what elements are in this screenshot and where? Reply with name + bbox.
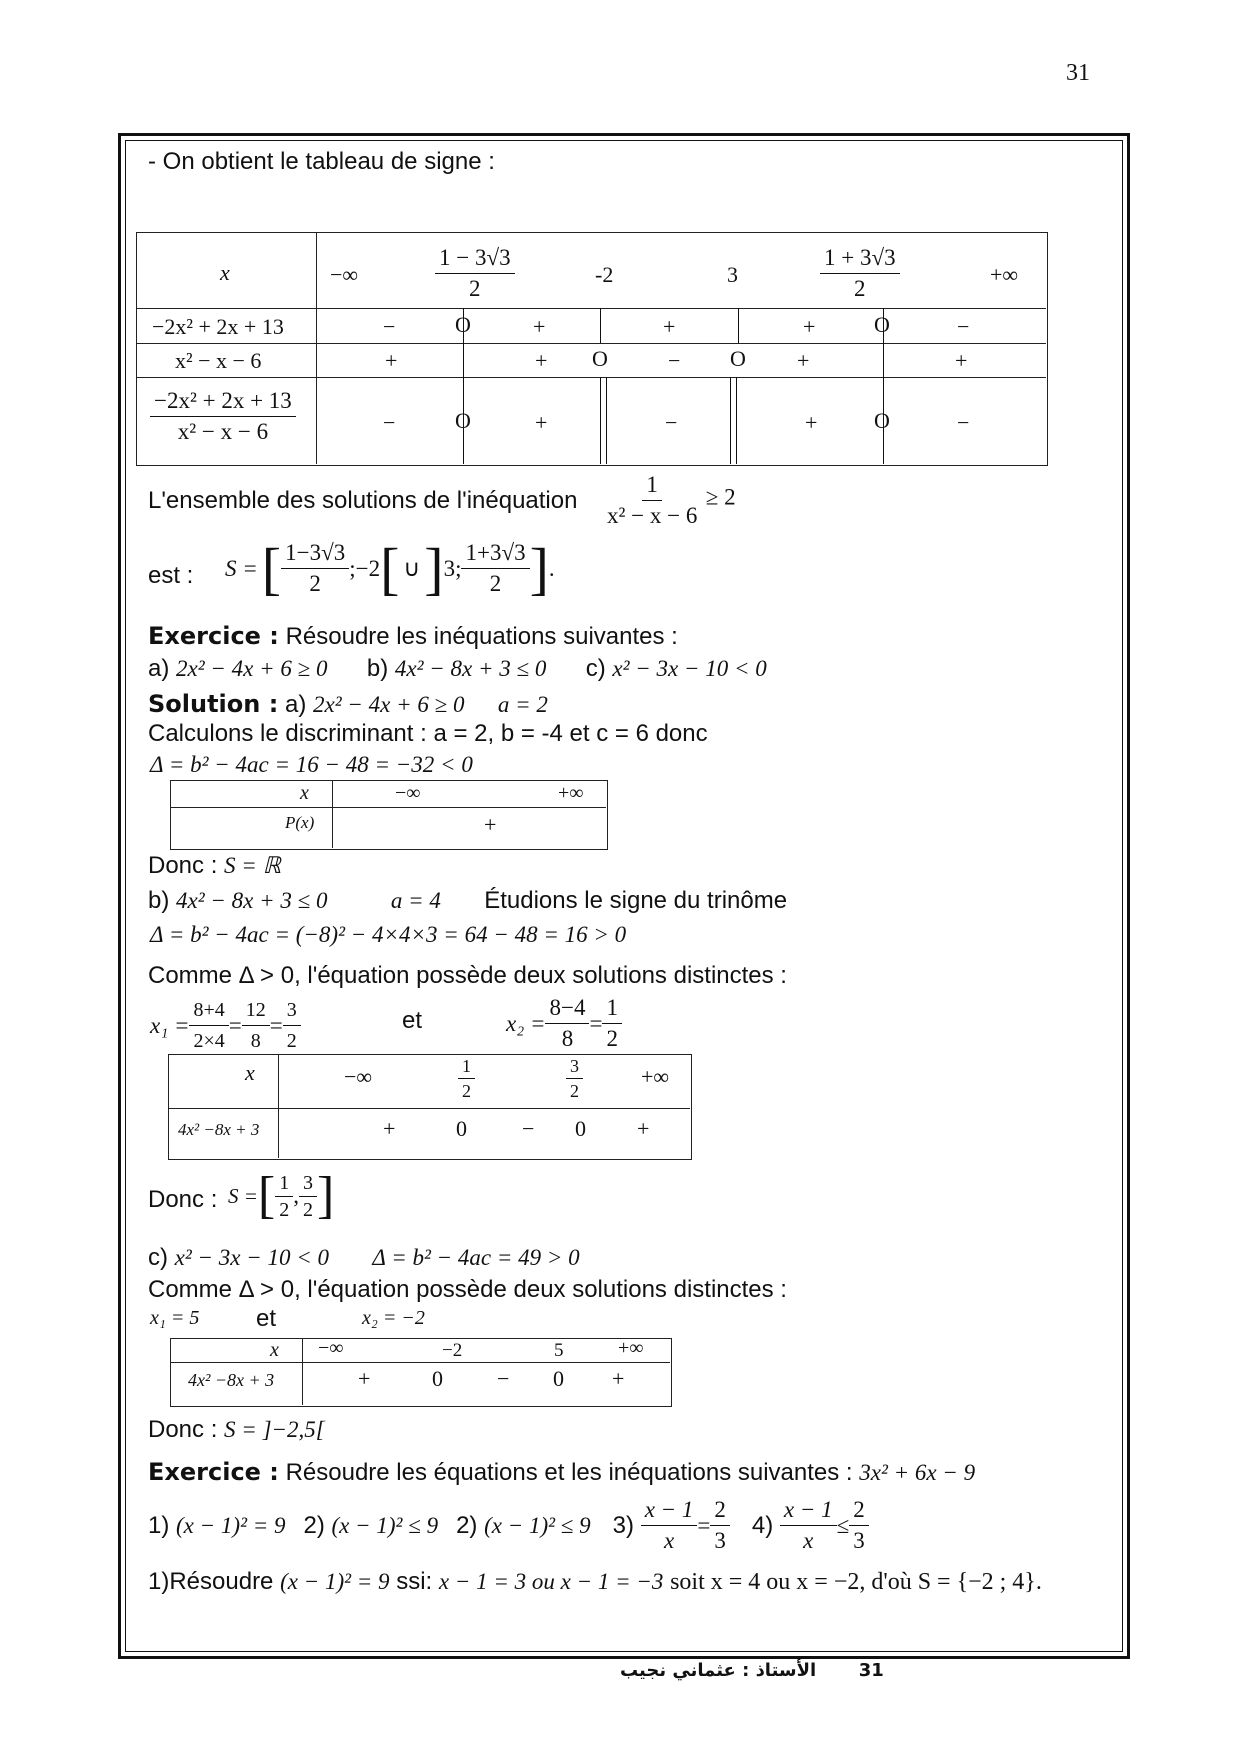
footer-author: الأستاذ : عثماني نجيب [620,1660,817,1681]
t1-r2-s3: − [668,348,681,373]
solset-est: est : [148,562,194,589]
t1-r1-s6: − [957,314,970,339]
t1-r1-s3: + [663,314,676,339]
t1-r1-s0: − [383,314,396,339]
t1-r3-s2: + [535,410,548,435]
t1-r3-s0: − [383,410,396,435]
tc-s3: 0 [553,1366,564,1391]
tb-s0: + [383,1116,396,1141]
tc-s2: − [497,1366,510,1391]
tc-r1: −2 [442,1340,463,1361]
tb-s1: 0 [456,1116,467,1141]
footer-page: 31 [858,1660,884,1681]
t1-r2-s2: O [592,346,608,371]
t1-root1: $\frac{1 - 3√3}{2}$ [435,243,515,304]
solution-a-calc: Calculons le discriminant : a = 2, b = -4 et c = 6 donc [148,720,708,747]
exercise-2-resolution: 1)Résoudre (x − 1)² = 9 ssi: x − 1 = 3 ou x − 1 = −3 soit x = 4 ou x = −2, d'où S = {−2 ; 4}. [148,1568,1042,1595]
solution-a-result: Donc : S = ℝ [148,852,281,879]
solution-b-result: S = [ $\frac{1}{2}$ , $\frac{3}{2}$ ] [228,1167,335,1224]
t1-r2-s6: + [955,348,968,373]
solset-inequation: $\frac{1}{\text{x² − x − 6}}$ ≥ 2 [607,472,736,528]
intro-text: - On obtient le tableau de signe : [148,148,495,175]
tb-root1: $\frac{1}{2}$ [458,1054,475,1103]
t1-r2-s4: O [730,346,746,371]
tb-s4: + [637,1116,650,1141]
solution-c: c) x² − 3x − 10 < 0 Δ = b² − 4ac = 49 > 0 [148,1244,580,1271]
solution-b-delta: Δ = b² − 4ac = (−8)² − 4×4×3 = 64 − 48 = 16 > 0 [150,922,627,947]
t1-r2-s1: + [535,348,548,373]
t1-r3-s5: O [874,408,890,433]
footer [620,1660,884,1681]
exercise-1-items: a) 2x² − 4x + 6 ≥ 0 b) 4x² − 8x + 3 ≤ 0 c) x² − 3x − 10 < 0 [148,655,767,682]
solution-b-x2: x₂ = $\frac{8-4}{8}$ = $\frac{1}{2}$ [506,993,622,1054]
tc-x: x [270,1339,279,1361]
tb-s3: 0 [575,1116,586,1141]
page-number: 31 [1066,60,1090,86]
tc-r2: 5 [554,1340,564,1361]
t1-r3-s1: O [455,408,471,433]
solution-b-comme: Comme Δ > 0, l'équation possède deux solutions distinctes : [148,962,787,989]
exercise-2: Exercice : Résoudre les équations et les inéquations suivantes : 3x² + 6x − 9 [148,1458,976,1486]
t1-r3-s3: − [665,410,678,435]
t1-r2-s0: + [385,348,398,373]
solution-b-donc: Donc : [148,1186,218,1213]
t1-r1-s1: O [455,312,471,337]
solution-c-result: Donc : S = ]−2,5[ [148,1416,325,1443]
t1-r1-s2: + [533,314,546,339]
solution-b-et: et [402,1007,423,1034]
t1-r2-s5: + [797,348,810,373]
t1-row3-label: $\frac{\text{−2x² + 2x + 13}}{\text{x² − x − 6}}$ [150,386,296,447]
t1-r1-s4: + [803,314,816,339]
t1-row2-label: x² − x − 6 [175,348,262,373]
tb-root2: $\frac{3}{2}$ [566,1054,583,1103]
solset-interval: S = [ $\frac{1-3√3}{2}$ ;−2 [ ∪ ] 3; $\frac{1+3√3}{2}$ ] . [225,535,555,601]
solution-a-delta: Δ = b² − 4ac = 16 − 48 = −32 < 0 [150,752,473,777]
solution-c-x2: x₂ = −2 [362,1307,425,1329]
tc-s0: + [358,1366,371,1391]
ta-pinf: +∞ [558,782,584,804]
exercise-1: Exercice : Résoudre les inéquations suivantes : [148,622,678,650]
t1-r3-s4: + [805,410,818,435]
tc-label: 4x² −8x + 3 [188,1370,275,1390]
solution-b: b) 4x² − 8x + 3 ≤ 0 a = 4 Étudions le signe du trinôme [148,887,788,914]
t1-minus-inf: −∞ [330,262,359,287]
solution-a: Solution : a) 2x² − 4x + 6 ≥ 0 a = 2 [148,690,548,718]
t1-r1-s5: O [874,312,890,337]
t1-root3: 3 [727,262,738,287]
solution-b-x1: x₁ = $\frac{8+4}{2\times 4}$ = $\frac{12}{8}$ = $\frac{3}{2}$ [150,995,301,1056]
exercise-2-items: 1) (x − 1)² = 9 2) (x − 1)² ≤ 9 2) (x − 1)² ≤ 9 3) $\frac{x - 1}{x}$ = $\frac{2}{3}$ 4) $\frac{x - 1}{x}$ ≤ $\frac{2}{3}$ [148,1495,869,1556]
solset-text: L'ensemble des solutions de l'inéquation [148,487,578,514]
tb-pinf: +∞ [641,1064,670,1089]
ta-minf: −∞ [395,782,421,804]
t1-r3-s6: − [957,410,970,435]
solution-c-x1: x₁ = 5 [150,1307,200,1329]
tb-minf: −∞ [344,1064,373,1089]
t1-header-x: x [220,260,230,285]
tb-s2: − [522,1116,535,1141]
tb-label: 4x² −8x + 3 [178,1120,260,1139]
solution-c-et: et [256,1305,277,1332]
ta-sign: + [484,812,497,837]
t1-root2: -2 [595,262,614,287]
t1-plus-inf: +∞ [990,262,1019,287]
tc-minf: −∞ [318,1337,344,1359]
t1-row1-label: −2x² + 2x + 13 [152,314,284,339]
t1-root4: $\frac{1 + 3√3}{2}$ [820,243,900,304]
solution-c-comme: Comme Δ > 0, l'équation possède deux solutions distinctes : [148,1276,787,1303]
tb-x: x [245,1060,255,1085]
tc-s1: 0 [432,1366,443,1391]
tc-s4: + [612,1366,625,1391]
ta-p: P(x) [285,813,315,832]
ta-x: x [300,782,309,804]
tc-pinf: +∞ [618,1337,644,1359]
